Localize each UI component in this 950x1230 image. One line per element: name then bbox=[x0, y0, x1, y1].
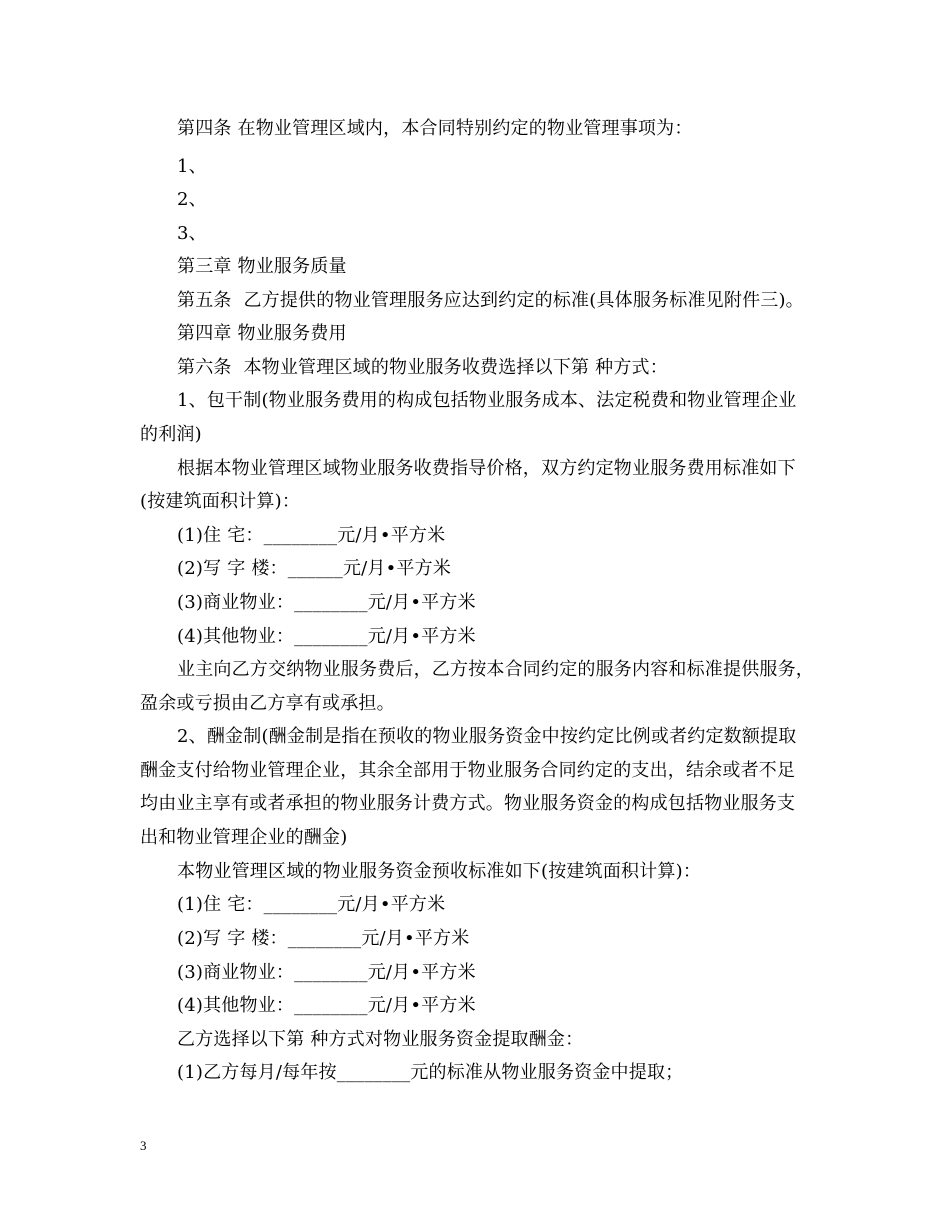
article-5-text: 第五条 乙方提供的物业管理服务应达到约定的标准(具体服务标准见附件三)。 bbox=[177, 290, 804, 311]
fee-commercial: (3)商业物业：________元/月•平方米 bbox=[177, 592, 476, 613]
lump-sum-paragraph-line-2: 的利润) bbox=[140, 424, 202, 445]
commission-option-1: (1)乙方每月/每年按________元的标准从物业服务资金中提取； bbox=[177, 1062, 684, 1083]
list-item-3: 3、 bbox=[177, 223, 207, 244]
article-4-heading: 第四条 在物业管理区域内，本合同特别约定的物业管理事项为： bbox=[177, 118, 693, 139]
fee-residential: (1)住 宅：________元/月•平方米 bbox=[177, 525, 446, 546]
page-number: 3 bbox=[140, 1138, 147, 1153]
chapter-4-heading: 第四章 物业服务费用 bbox=[177, 323, 347, 344]
fee-standard-paragraph-line-2: (按建筑面积计算)： bbox=[140, 491, 301, 512]
commission-paragraph-line-2: 酬金支付给物业管理企业，其余全部用于物业服务合同约定的支出，结余或者不足 bbox=[140, 760, 796, 781]
prepay-residential: (1)住 宅：________元/月•平方米 bbox=[177, 894, 446, 915]
chapter-3-heading: 第三章 物业服务质量 bbox=[177, 256, 347, 277]
prepayment-standard-text: 本物业管理区域的物业服务资金预收标准如下(按建筑面积计算)： bbox=[177, 861, 702, 882]
list-item-1: 1、 bbox=[177, 156, 207, 177]
fee-office: (2)写 字 楼：______元/月•平方米 bbox=[177, 558, 452, 579]
fee-standard-paragraph-line-1: 根据本物业管理区域物业服务收费指导价格，双方约定物业服务费用标准如下 bbox=[177, 458, 796, 479]
commission-method-text: 乙方选择以下第 种方式对物业服务资金提取酬金： bbox=[177, 1029, 584, 1050]
list-item-2: 2、 bbox=[177, 189, 207, 210]
commission-paragraph-line-1: 2、酬金制(酬金制是指在预收的物业服务资金中按约定比例或者约定数额提取 bbox=[177, 726, 797, 747]
prepay-office: (2)写 字 楼：________元/月•平方米 bbox=[177, 928, 470, 949]
prepay-commercial: (3)商业物业：________元/月•平方米 bbox=[177, 962, 476, 983]
commission-paragraph-line-4: 出和物业管理企业的酬金) bbox=[140, 827, 348, 848]
lump-sum-paragraph-line-1: 1、包干制(物业服务费用的构成包括物业服务成本、法定税费和物业管理企业 bbox=[177, 390, 797, 411]
fee-other: (4)其他物业：________元/月•平方米 bbox=[177, 626, 476, 647]
owner-payment-paragraph-line-2: 盈余或亏损由乙方享有或承担。 bbox=[140, 693, 395, 714]
article-6-text: 第六条 本物业管理区域的物业服务收费选择以下第 种方式： bbox=[177, 357, 668, 378]
prepay-other: (4)其他物业：________元/月•平方米 bbox=[177, 995, 476, 1016]
owner-payment-paragraph-line-1: 业主向乙方交纳物业服务费后，乙方按本合同约定的服务内容和标准提供服务， bbox=[177, 659, 814, 680]
commission-paragraph-line-3: 均由业主享有或者承担的物业服务计费方式。物业服务资金的构成包括物业服务支 bbox=[140, 793, 796, 814]
